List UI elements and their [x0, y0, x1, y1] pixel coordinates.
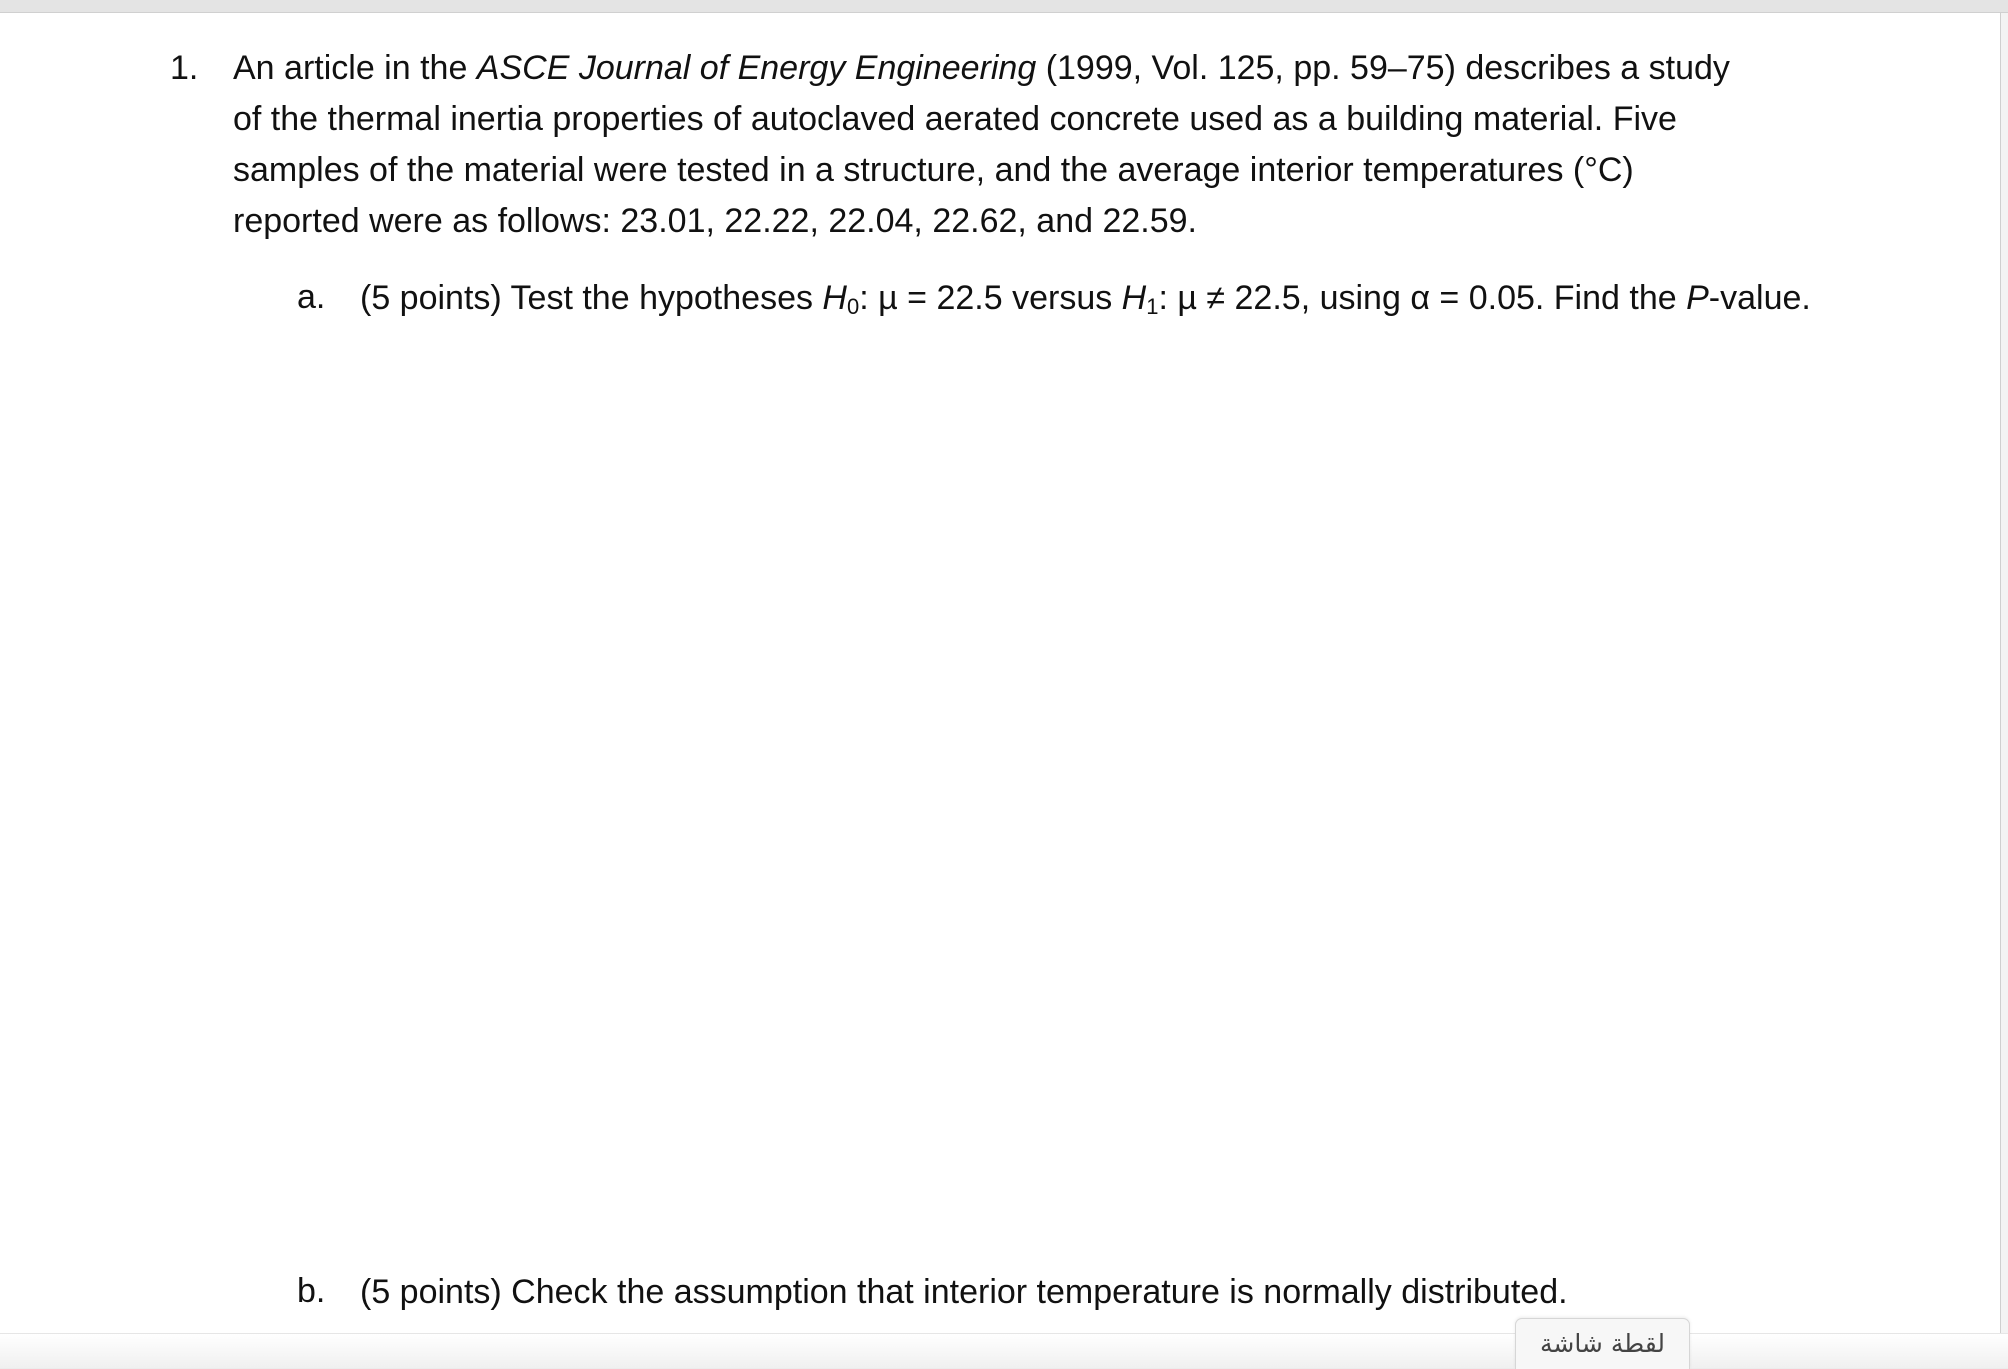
bottom-bar: [0, 1333, 2008, 1368]
part-a-text-1: (5 points) Test the hypotheses: [360, 279, 823, 317]
scroll-edge: [2001, 13, 2008, 1368]
p-symbol: P: [1686, 279, 1709, 317]
part-b-label: b.: [297, 1272, 326, 1310]
part-a-text-4: -value.: [1708, 279, 1811, 317]
screenshot-badge[interactable]: لقطة شاشة: [1515, 1318, 1690, 1369]
h0-subscript: 0: [846, 294, 860, 319]
h1-symbol: H: [1121, 279, 1147, 317]
question-details: (1999, Vol. 125, pp. 59–75) describes a study of the thermal inertia properties of autoclaved aerated concrete used as a building material. Five samples of the material were tested in a structure, and the average interior temperatures (°C) reported were as follows: 23.01, 22.22, 22.04, 22.62, and 22.59.: [233, 49, 1730, 240]
question-intro: An article in the: [233, 49, 477, 87]
question-number: 1.: [170, 49, 199, 87]
part-a-text-3: : µ ≠ 22.5, using α = 0.05. Find the: [1158, 279, 1687, 317]
top-edge: [0, 0, 2008, 13]
part-a-text-2: : µ = 22.5 versus: [859, 279, 1122, 317]
part-a-label: a.: [297, 278, 326, 316]
h0-symbol: H: [822, 279, 847, 317]
journal-name: ASCE Journal of Energy Engineering: [476, 49, 1037, 87]
part-b-text: (5 points) Check the assumption that interior temperature is normally distributed.: [360, 1273, 1568, 1311]
h1-subscript: 1: [1146, 294, 1159, 319]
part-a-text: [360, 272, 1860, 324]
question-text: [233, 43, 1753, 247]
